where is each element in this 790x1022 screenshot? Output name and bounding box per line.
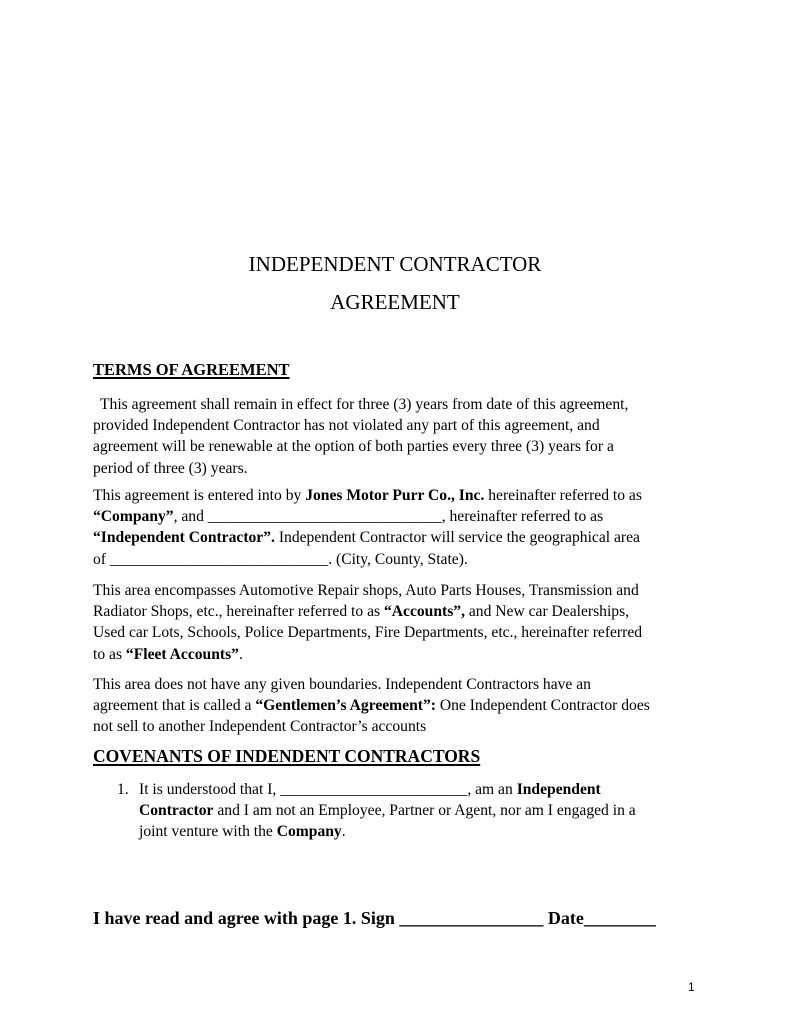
contractor-term: Contractor	[139, 802, 214, 820]
terms-heading: TERMS OF AGREEMENT	[93, 360, 290, 379]
text-line	[139, 821, 709, 842]
text-span: One Independent Contractor does	[435, 697, 650, 715]
page-number: 1	[688, 980, 695, 994]
text-line: This area encompasses Automotive Repair shops, Auto Parts Houses, Transmission and	[93, 582, 639, 599]
text-span: This agreement is entered into by	[93, 487, 306, 504]
text-line: period of three (3) years.	[93, 459, 248, 477]
contractor-name-blank: , and ______________________________, hereinafter referred to as	[173, 508, 604, 526]
gentlemens-agreement-term: “Gentlemen’s Agreement”:	[255, 697, 436, 715]
text-line	[139, 800, 709, 821]
text-line	[93, 601, 703, 622]
document-title-line2: AGREEMENT	[330, 290, 460, 314]
text-line	[93, 485, 703, 506]
signature-line: I have read and agree with page 1. Sign ________________ Date________	[93, 908, 656, 928]
terms-paragraph-2	[93, 485, 703, 570]
geographical-area-blank: of ____________________________. (City, County, State).	[93, 550, 468, 568]
text-span: and New car Dealerships,	[464, 603, 630, 621]
text-span: .	[341, 823, 346, 841]
text-line	[139, 779, 709, 800]
text-span: and I am not an Employee, Partner or Agent, nor am I engaged in a	[213, 802, 636, 820]
terms-paragraph-4	[93, 674, 703, 738]
fleet-accounts-term: “Fleet Accounts”	[125, 645, 239, 663]
independent-term: Independent	[516, 781, 601, 798]
text-line: Used car Lots, Schools, Police Departments, Fire Departments, etc., hereinafter referred	[93, 624, 643, 642]
text-line	[93, 506, 703, 527]
text-line	[93, 644, 703, 665]
text-span: joint venture with the	[139, 823, 277, 841]
text-line	[93, 695, 703, 716]
text-line: This area does not have any given boundaries. Independent Contractors have an	[93, 676, 591, 693]
text-line	[93, 527, 703, 548]
terms-paragraph-1	[93, 394, 703, 479]
text-span: .	[238, 645, 243, 663]
text-span: Radiator Shops, etc., hereinafter referred to as	[93, 603, 384, 621]
contractor-term: “Independent Contractor”.	[93, 529, 275, 547]
text-line: This agreement shall remain in effect for three (3) years from date of this agreement,	[100, 396, 629, 413]
text-span: hereinafter referred to as	[484, 487, 642, 504]
text-span: agreement that is called a	[93, 697, 256, 715]
list-item-number: 1.	[117, 781, 129, 798]
company-term: “Company”	[93, 508, 174, 526]
company-name: Jones Motor Purr Co., Inc.	[305, 487, 485, 504]
document-title-line1: INDEPENDENT CONTRACTOR	[248, 252, 542, 276]
list-item-body	[139, 779, 709, 843]
text-span: to as	[93, 645, 126, 663]
text-line: provided Independent Contractor has not violated any part of this agreement, and	[93, 417, 600, 435]
covenants-heading: COVENANTS OF INDENDENT CONTRACTORS	[93, 746, 481, 766]
signer-name-blank: It is understood that I, ________________________, am an	[139, 781, 517, 798]
terms-paragraph-3	[93, 580, 703, 665]
text-line: agreement will be renewable at the option of both parties every three (3) years for a	[93, 438, 614, 456]
text-span: Independent Contractor will service the geographical area	[274, 529, 640, 547]
accounts-term: “Accounts”,	[383, 603, 465, 621]
company-term: Company	[276, 823, 342, 841]
text-line: not sell to another Independent Contractor’s accounts	[93, 718, 427, 736]
